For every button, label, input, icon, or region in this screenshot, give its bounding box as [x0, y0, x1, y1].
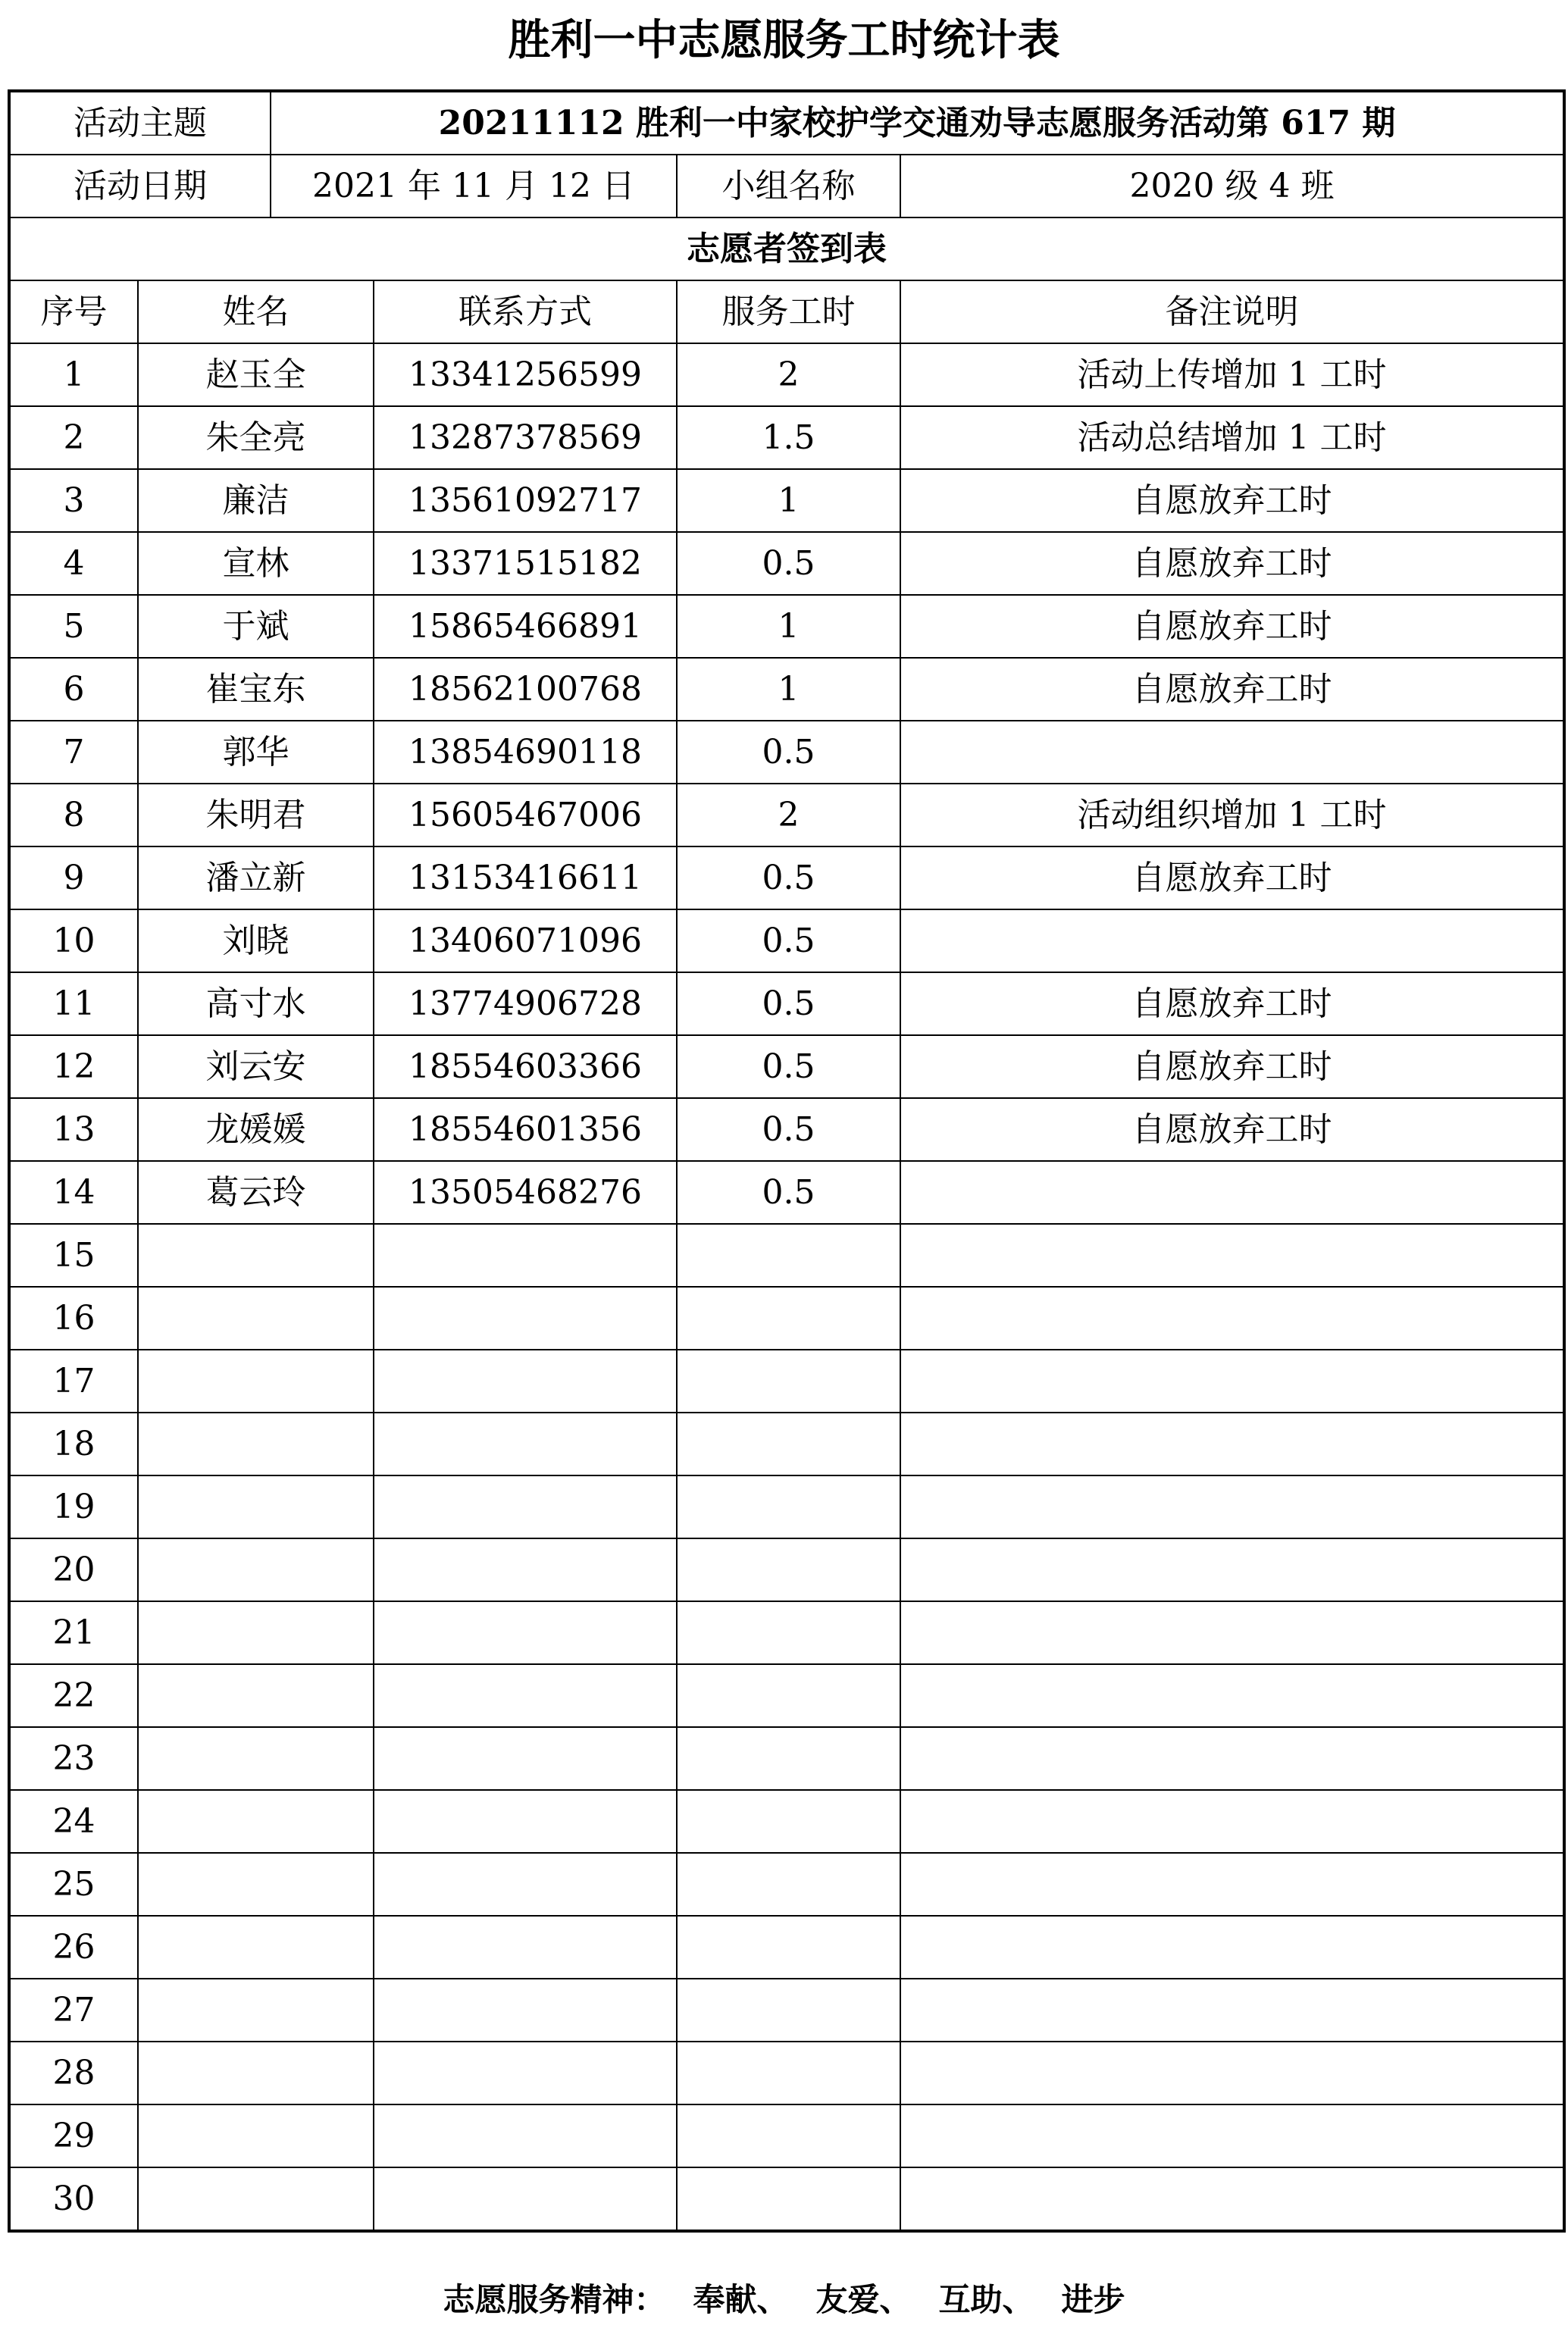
row-note — [900, 1475, 1564, 1538]
row-phone — [374, 1979, 677, 2042]
row-name: 于斌 — [138, 595, 374, 658]
row-note: 活动总结增加 1 工时 — [900, 406, 1564, 469]
row-name — [138, 1538, 374, 1601]
row-hours: 0.5 — [677, 721, 900, 784]
row-note — [900, 1727, 1564, 1790]
page-title: 胜利一中志愿服务工时统计表 — [508, 16, 1060, 65]
table-row — [9, 1350, 1564, 1413]
row-name: 刘云安 — [138, 1035, 374, 1098]
table-row — [9, 1161, 1564, 1224]
row-phone: 15865466891 — [374, 595, 677, 658]
row-note: 自愿放弃工时 — [900, 1035, 1564, 1098]
row-number: 5 — [9, 595, 138, 658]
row-number: 11 — [9, 972, 138, 1035]
table-row — [9, 1979, 1564, 2042]
row-hours: 0.5 — [677, 1035, 900, 1098]
row-hours: 2 — [677, 343, 900, 406]
row-name: 刘晓 — [138, 909, 374, 972]
row-phone: 13505468276 — [374, 1161, 677, 1224]
table-row — [9, 1853, 1564, 1916]
row-phone — [374, 1224, 677, 1287]
row-name: 宣林 — [138, 532, 374, 595]
row-number: 17 — [9, 1350, 138, 1413]
row-number: 24 — [9, 1790, 138, 1853]
row-name: 葛云玲 — [138, 1161, 374, 1224]
row-phone — [374, 1727, 677, 1790]
table-row — [9, 1601, 1564, 1664]
row-note — [900, 1853, 1564, 1916]
row-name: 赵玉全 — [138, 343, 374, 406]
row-hours — [677, 1979, 900, 2042]
row-phone — [374, 1790, 677, 1853]
group-label: 小组名称 — [677, 155, 900, 217]
table-row — [9, 1035, 1564, 1098]
row-number: 8 — [9, 784, 138, 846]
row-hours: 1 — [677, 595, 900, 658]
row-phone — [374, 1853, 677, 1916]
row-number: 15 — [9, 1224, 138, 1287]
row-number: 7 — [9, 721, 138, 784]
row-phone: 13774906728 — [374, 972, 677, 1035]
col-header-hours: 服务工时 — [677, 280, 900, 343]
footer-value: 友爱、 — [815, 2281, 912, 2318]
row-note: 自愿放弃工时 — [900, 532, 1564, 595]
row-note: 自愿放弃工时 — [900, 469, 1564, 532]
date-value: 2021 年 11 月 12 日 — [271, 155, 677, 217]
table-row — [9, 1475, 1564, 1538]
row-number: 3 — [9, 469, 138, 532]
row-note — [900, 1538, 1564, 1601]
row-phone — [374, 2167, 677, 2231]
date-row — [9, 155, 1564, 217]
row-number: 4 — [9, 532, 138, 595]
row-phone: 13406071096 — [374, 909, 677, 972]
row-note — [900, 1601, 1564, 1664]
row-note — [900, 1350, 1564, 1413]
row-name: 郭华 — [138, 721, 374, 784]
topic-label: 活动主题 — [9, 91, 271, 155]
row-phone — [374, 1916, 677, 1979]
row-name — [138, 1790, 374, 1853]
row-hours: 0.5 — [677, 1098, 900, 1161]
row-phone: 13371515182 — [374, 532, 677, 595]
row-number: 23 — [9, 1727, 138, 1790]
row-note — [900, 1790, 1564, 1853]
col-header-name: 姓名 — [138, 280, 374, 343]
row-note — [900, 2042, 1564, 2104]
row-phone — [374, 2042, 677, 2104]
table-row — [9, 343, 1564, 406]
row-note: 自愿放弃工时 — [900, 595, 1564, 658]
row-note: 自愿放弃工时 — [900, 972, 1564, 1035]
row-name: 廉洁 — [138, 469, 374, 532]
table-row — [9, 1664, 1564, 1727]
row-hours — [677, 1853, 900, 1916]
row-name — [138, 2167, 374, 2231]
row-hours — [677, 1727, 900, 1790]
row-phone: 18554601356 — [374, 1098, 677, 1161]
row-hours — [677, 2104, 900, 2167]
row-hours — [677, 1224, 900, 1287]
row-hours: 0.5 — [677, 972, 900, 1035]
row-name — [138, 1601, 374, 1664]
row-hours — [677, 1601, 900, 1664]
row-number: 22 — [9, 1664, 138, 1727]
row-name: 潘立新 — [138, 846, 374, 909]
topic-value: 20211112 胜利一中家校护学交通劝导志愿服务活动第 617 期 — [271, 91, 1564, 155]
row-name — [138, 1979, 374, 2042]
table-row — [9, 846, 1564, 909]
col-header-note: 备注说明 — [900, 280, 1564, 343]
table-row — [9, 721, 1564, 784]
table-row — [9, 1538, 1564, 1601]
row-number: 10 — [9, 909, 138, 972]
footer-label: 志愿服务精神： — [443, 2281, 666, 2318]
row-name: 朱全亮 — [138, 406, 374, 469]
row-hours — [677, 1350, 900, 1413]
volunteer-hours-table — [8, 89, 1566, 2233]
row-hours: 0.5 — [677, 909, 900, 972]
row-hours: 2 — [677, 784, 900, 846]
row-phone — [374, 2104, 677, 2167]
row-hours: 1 — [677, 469, 900, 532]
row-phone — [374, 1664, 677, 1727]
row-number: 6 — [9, 658, 138, 721]
table-row — [9, 2104, 1564, 2167]
row-hours — [677, 1916, 900, 1979]
row-phone: 13854690118 — [374, 721, 677, 784]
row-number: 14 — [9, 1161, 138, 1224]
row-number: 18 — [9, 1413, 138, 1475]
row-number: 28 — [9, 2042, 138, 2104]
table-row — [9, 1413, 1564, 1475]
row-name — [138, 1916, 374, 1979]
footer-value: 进步 — [1061, 2281, 1125, 2318]
table-row — [9, 406, 1564, 469]
row-number: 1 — [9, 343, 138, 406]
table-row — [9, 1287, 1564, 1350]
row-name — [138, 2104, 374, 2167]
row-name: 崔宝东 — [138, 658, 374, 721]
table-row — [9, 595, 1564, 658]
row-phone — [374, 1538, 677, 1601]
row-name: 高寸水 — [138, 972, 374, 1035]
table-row — [9, 784, 1564, 846]
row-number: 16 — [9, 1287, 138, 1350]
row-hours: 0.5 — [677, 846, 900, 909]
row-phone — [374, 1413, 677, 1475]
date-label: 活动日期 — [9, 155, 271, 217]
row-note — [900, 2104, 1564, 2167]
row-note — [900, 1287, 1564, 1350]
topic-row — [9, 91, 1564, 155]
row-hours — [677, 1664, 900, 1727]
row-phone: 13287378569 — [374, 406, 677, 469]
row-note — [900, 721, 1564, 784]
row-number: 27 — [9, 1979, 138, 2042]
row-phone — [374, 1475, 677, 1538]
footer-spirit — [0, 2277, 1568, 2323]
row-hours: 1 — [677, 658, 900, 721]
row-phone — [374, 1601, 677, 1664]
row-phone — [374, 1350, 677, 1413]
row-name — [138, 1664, 374, 1727]
table-row — [9, 469, 1564, 532]
row-note — [900, 2167, 1564, 2231]
row-number: 30 — [9, 2167, 138, 2231]
row-number: 20 — [9, 1538, 138, 1601]
row-hours: 1.5 — [677, 406, 900, 469]
row-number: 26 — [9, 1916, 138, 1979]
row-hours — [677, 1413, 900, 1475]
row-hours — [677, 1287, 900, 1350]
row-name — [138, 1224, 374, 1287]
row-number: 19 — [9, 1475, 138, 1538]
table-row — [9, 658, 1564, 721]
row-number: 25 — [9, 1853, 138, 1916]
row-name — [138, 1727, 374, 1790]
table-row — [9, 1916, 1564, 1979]
row-hours — [677, 2167, 900, 2231]
row-name: 朱明君 — [138, 784, 374, 846]
table-row — [9, 1790, 1564, 1853]
row-note: 活动组织增加 1 工时 — [900, 784, 1564, 846]
table-row — [9, 2042, 1564, 2104]
row-phone: 15605467006 — [374, 784, 677, 846]
row-note: 自愿放弃工时 — [900, 658, 1564, 721]
table-row — [9, 2167, 1564, 2231]
row-hours — [677, 1538, 900, 1601]
row-hours — [677, 1790, 900, 1853]
row-note: 自愿放弃工时 — [900, 1098, 1564, 1161]
row-note — [900, 1916, 1564, 1979]
row-note: 自愿放弃工时 — [900, 846, 1564, 909]
table-row — [9, 1727, 1564, 1790]
row-name — [138, 1413, 374, 1475]
row-phone: 18562100768 — [374, 658, 677, 721]
row-hours: 0.5 — [677, 1161, 900, 1224]
row-note — [900, 909, 1564, 972]
row-number: 13 — [9, 1098, 138, 1161]
group-value: 2020 级 4 班 — [900, 155, 1564, 217]
row-name — [138, 1287, 374, 1350]
row-hours: 0.5 — [677, 532, 900, 595]
col-header-phone: 联系方式 — [374, 280, 677, 343]
row-name — [138, 2042, 374, 2104]
row-phone: 13341256599 — [374, 343, 677, 406]
row-hours — [677, 1475, 900, 1538]
row-name — [138, 1853, 374, 1916]
row-phone — [374, 1287, 677, 1350]
row-phone: 18554603366 — [374, 1035, 677, 1098]
row-note — [900, 1224, 1564, 1287]
row-number: 29 — [9, 2104, 138, 2167]
row-name — [138, 1350, 374, 1413]
col-header-no: 序号 — [9, 280, 138, 343]
table-row — [9, 1224, 1564, 1287]
row-name: 龙媛媛 — [138, 1098, 374, 1161]
row-number: 12 — [9, 1035, 138, 1098]
row-note — [900, 1161, 1564, 1224]
row-name — [138, 1475, 374, 1538]
table-row — [9, 972, 1564, 1035]
row-number: 21 — [9, 1601, 138, 1664]
row-note: 活动上传增加 1 工时 — [900, 343, 1564, 406]
section-title: 志愿者签到表 — [9, 217, 1564, 280]
row-number: 2 — [9, 406, 138, 469]
footer-value: 奉献、 — [693, 2281, 789, 2318]
footer-value: 互助、 — [938, 2281, 1034, 2318]
table-row — [9, 909, 1564, 972]
table-row — [9, 1098, 1564, 1161]
row-note — [900, 1413, 1564, 1475]
row-phone: 13153416611 — [374, 846, 677, 909]
row-note — [900, 1979, 1564, 2042]
row-hours — [677, 2042, 900, 2104]
section-row — [9, 217, 1564, 280]
table-row — [9, 532, 1564, 595]
column-header-row — [9, 280, 1564, 343]
row-number: 9 — [9, 846, 138, 909]
row-note — [900, 1664, 1564, 1727]
row-phone: 13561092717 — [374, 469, 677, 532]
